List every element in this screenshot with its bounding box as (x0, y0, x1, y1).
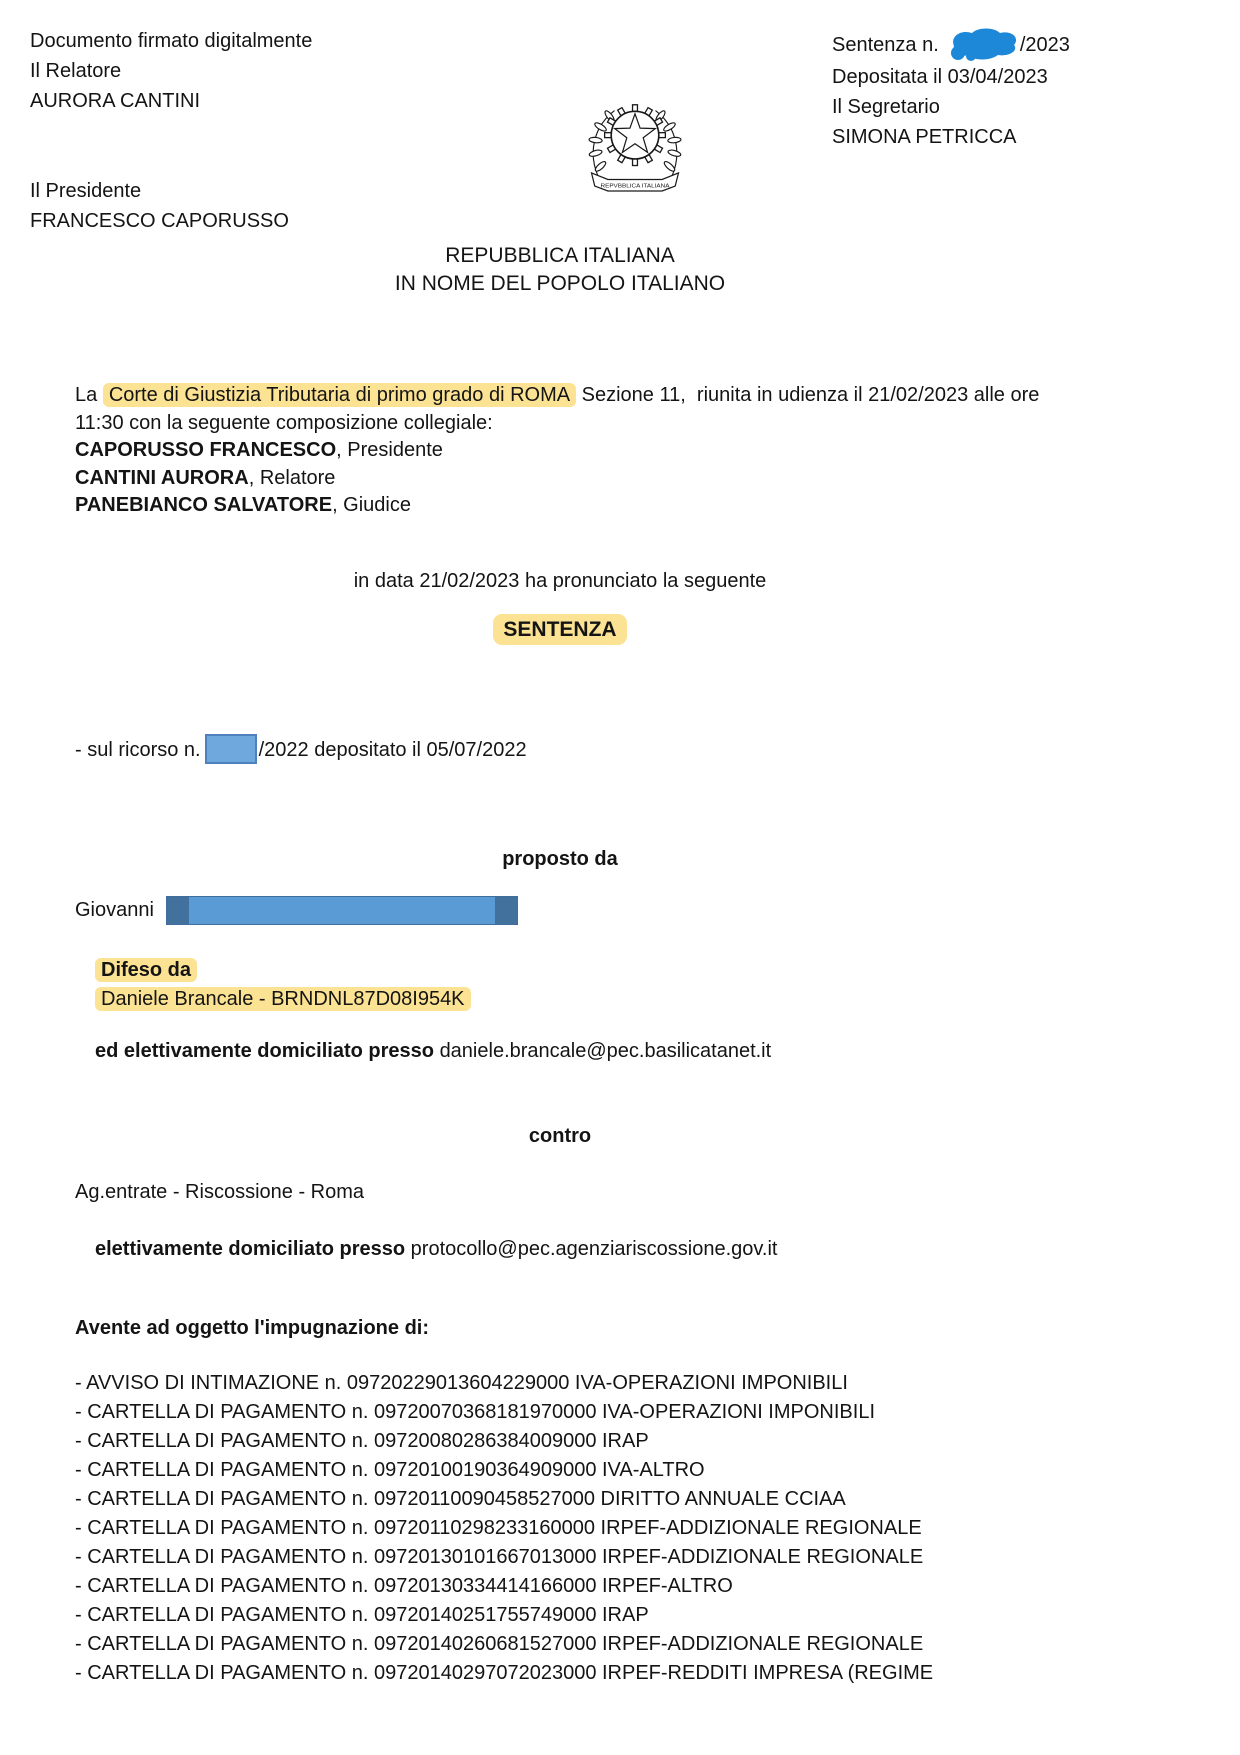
italian-republic-emblem-icon (580, 94, 690, 206)
subject-list-item: - CARTELLA DI PAGAMENTO n. 09720110090458527000 DIRITTO ANNUALE CCIAA (75, 1488, 846, 1510)
document-title-line1: REPUBBLICA ITALIANA (445, 244, 675, 267)
proposto-da-label: proposto da (502, 848, 618, 870)
judge-line (75, 437, 1045, 465)
ricorso-post: /2022 depositato il 05/07/2022 (258, 739, 527, 761)
judge-line (75, 465, 1045, 493)
panel-composition (75, 437, 1045, 520)
signature-block-left (30, 26, 312, 236)
judge-role: , Presidente (336, 439, 443, 461)
ricorso-pre: - sul ricorso n. (75, 739, 201, 761)
appellant-domicile-line (95, 1040, 771, 1063)
subject-list-item: - CARTELLA DI PAGAMENTO n. 09720140297072023000 IRPEF-REDDITI IMPRESA (REGIME (75, 1662, 934, 1684)
defense-lawyer-highlight: Daniele Brancale - BRNDNL87D08I954K (95, 987, 471, 1011)
intro-post: Sezione 11, riunita in udienza il 21/02/2023 alle ore 11:30 con la seguente composizione collegiale: (75, 384, 1040, 434)
subject-list-item: - CARTELLA DI PAGAMENTO n. 09720080286384009000 IRAP (75, 1430, 649, 1452)
subject-list-item: - CARTELLA DI PAGAMENTO n. 09720110298233160000 IRPEF-ADDIZIONALE REGIONALE (75, 1517, 922, 1539)
sentenza-number-prefix: Sentenza n. (832, 34, 939, 56)
ricorso-line (75, 734, 527, 764)
subject-list-item: - CARTELLA DI PAGAMENTO n. 09720140251755749000 IRAP (75, 1604, 649, 1626)
sentenza-number-suffix: /2023 (1019, 34, 1070, 56)
defense-label-highlight (95, 958, 197, 982)
sentence-info-block (832, 26, 1070, 152)
sentenza-number-redaction (946, 26, 1022, 62)
contro-label: contro (528, 1125, 592, 1147)
intro-pre: La (75, 384, 103, 406)
relatore-name: AURORA CANTINI (30, 90, 201, 112)
segretario-name: SIMONA PETRICCA (832, 126, 1017, 148)
appellant-first-name: Giovanni (75, 899, 154, 921)
sentenza-heading-wrap (75, 618, 1045, 642)
ricorso-number-redaction (205, 734, 257, 764)
sentenza-heading: SENTENZA (493, 614, 626, 645)
relatore-label: Il Relatore (30, 60, 122, 82)
pronouncement-line: in data 21/02/2023 ha pronunciato la seguente (353, 570, 767, 592)
digital-signature-note: Documento firmato digitalmente (30, 30, 313, 52)
subject-list-item: - AVVISO DI INTIMAZIONE n. 09720229013604229000 IVA-OPERAZIONI IMPONIBILI (75, 1372, 848, 1394)
defense-block (95, 956, 471, 1014)
judge-role: , Giudice (332, 494, 411, 516)
document-title-line2: IN NOME DEL POPOLO ITALIANO (394, 272, 726, 295)
appellant-line (75, 896, 518, 925)
appellant-name-redaction (166, 896, 518, 925)
appellant-domicile-email: daniele.brancale@pec.basilicatanet.it (439, 1040, 772, 1062)
judge-name: CAPORUSSO FRANCESCO (75, 439, 337, 461)
presidente-name: FRANCESCO CAPORUSSO (30, 210, 289, 232)
respondent-domicile-email: protocollo@pec.agenziariscossione.gov.it (410, 1238, 778, 1260)
intro-paragraph (75, 382, 1045, 437)
appellant-domicile-bold: ed elettivamente domiciliato presso (95, 1040, 434, 1062)
segretario-label: Il Segretario (832, 96, 940, 118)
redaction-bar-left-cap (167, 897, 189, 924)
deposited-date: Depositata il 03/04/2023 (832, 66, 1048, 88)
judge-name: CANTINI AURORA (75, 466, 249, 489)
judge-line (75, 492, 1045, 520)
sentenza-number-line (832, 26, 1070, 62)
subject-list-item: - CARTELLA DI PAGAMENTO n. 09720130334414166000 IRPEF-ALTRO (75, 1575, 733, 1597)
defense-label: Difeso da (101, 959, 192, 981)
subject-list-item: - CARTELLA DI PAGAMENTO n. 09720140260681527000 IRPEF-ADDIZIONALE REGIONALE (75, 1633, 924, 1655)
defense-label-row (95, 956, 471, 984)
presidente-label: Il Presidente (30, 180, 142, 202)
subject-list (75, 1369, 1195, 1688)
redaction-bar-right-cap (495, 897, 517, 924)
judge-role: , Relatore (248, 466, 336, 489)
respondent-domicile-bold: elettivamente domiciliato presso (95, 1238, 406, 1260)
court-name-highlight: Corte di Giustizia Tributaria di primo grado di ROMA (103, 383, 576, 407)
respondent-name: Ag.entrate - Riscossione - Roma (75, 1181, 365, 1203)
respondent-domicile-line (95, 1238, 777, 1261)
judge-name: PANEBIANCO SALVATORE (75, 494, 333, 516)
subject-list-item: - CARTELLA DI PAGAMENTO n. 09720100190364909000 IVA-ALTRO (75, 1459, 705, 1481)
subject-heading: Avente ad oggetto l'impugnazione di: (75, 1317, 430, 1339)
defense-lawyer-row (95, 985, 471, 1013)
subject-list-item: - CARTELLA DI PAGAMENTO n. 09720070368181970000 IVA-OPERAZIONI IMPONIBILI (75, 1401, 875, 1423)
subject-list-item: - CARTELLA DI PAGAMENTO n. 09720130101667013000 IRPEF-ADDIZIONALE REGIONALE (75, 1546, 924, 1568)
emblem-banner-text: REPVBBLICA ITALIANA (600, 183, 670, 190)
